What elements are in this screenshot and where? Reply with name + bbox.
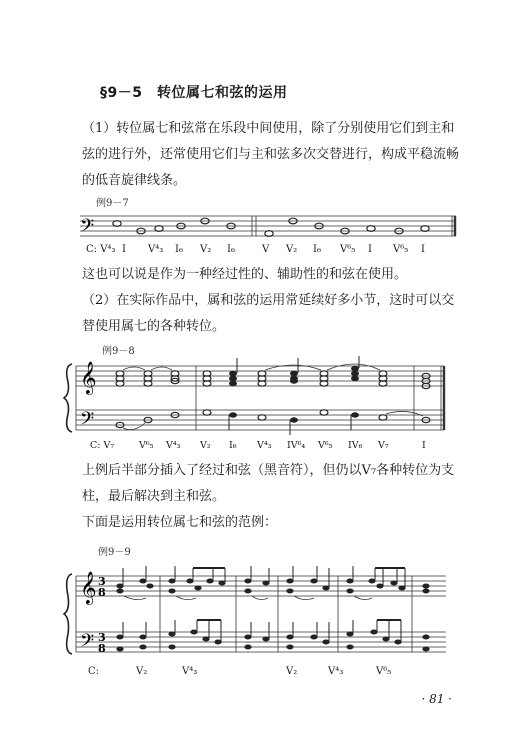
chord-label: V₂: [286, 244, 298, 255]
paragraph-1: （1）转位属七和弦常在乐段中间使用，除了分别使用它们到主和弦的进行外，还常使用它们与主和弦多次交替进行，构成平稳流畅的低音旋律线条。: [82, 121, 460, 188]
chord-label: V₂: [200, 440, 211, 451]
chord-label: V: [262, 244, 270, 255]
bass-clef-icon: 𝄢: [80, 409, 95, 434]
chord-label: V⁶₅: [318, 440, 333, 451]
chord-label: I₆: [227, 244, 235, 255]
chord-label: V₇: [378, 440, 389, 451]
paragraph-4: 上例后半部分插入了经过和弦（黑音符），但仍以V₇各种转位为支柱，最后解决到主和弦。: [82, 463, 455, 504]
example-9-9-score: [0, 560, 512, 688]
brace-icon: [64, 364, 72, 432]
chord-label: V⁶₅: [376, 666, 392, 677]
chord-label: V⁶₅: [393, 244, 409, 255]
svg-text:3: 3: [98, 631, 106, 644]
chord-label: V⁴₃: [328, 666, 344, 677]
brace-icon: [64, 574, 72, 654]
paragraph-2: 这也可以说是作为一种经过性的、辅助性的和弦在使用。: [82, 267, 408, 282]
chord-label: V⁴₃: [257, 440, 272, 451]
chord-label: V⁴₃: [166, 440, 181, 451]
paragraph-3: （2）在实际作品中，属和弦的运用常延续好多小节，这时可以交替使用属七的各种转位。: [82, 293, 455, 334]
chord-label: I₆: [175, 244, 183, 255]
bass-clef-icon: 𝄢: [80, 216, 95, 241]
svg-text:3: 3: [98, 575, 106, 588]
section-title: §9－5 转位属七和弦的运用: [100, 85, 288, 101]
chord-label: C:: [88, 666, 100, 677]
chord-label: IV₆: [348, 440, 363, 451]
treble-clef-icon: 𝄞: [80, 361, 97, 394]
example-9-7-score: [0, 206, 512, 256]
chord-label: I₆: [229, 440, 237, 451]
chord-label: V₂: [200, 244, 212, 255]
chord-label: V⁶₅: [340, 244, 356, 255]
bass-clef-icon: 𝄢: [80, 631, 95, 656]
chord-label: C: V₇: [90, 440, 115, 451]
svg-text:8: 8: [98, 586, 106, 599]
chord-label: I: [368, 244, 372, 255]
example-label-9-9: 例9－9: [98, 547, 131, 558]
page-number: · 81 ·: [421, 692, 452, 706]
chord-label: V⁴₃: [182, 666, 198, 677]
example-label-9-7: 例9－7: [96, 198, 129, 209]
chord-label: I: [422, 440, 426, 451]
example-label-9-8: 例9－8: [102, 346, 135, 357]
chord-label: IV⁶₄: [287, 440, 306, 451]
example-9-8-score: [0, 356, 512, 452]
chord-label: V₂: [136, 666, 148, 677]
chord-label: I: [421, 244, 425, 255]
paragraph-5: 下面是运用转位属七和弦的范例：: [82, 515, 278, 530]
chord-label: I: [122, 244, 126, 255]
chord-label: C: V⁴₃: [86, 244, 116, 255]
chord-label: V⁴₃: [148, 244, 164, 255]
time-signature: [98, 575, 106, 655]
svg-text:8: 8: [98, 642, 106, 655]
chord-label: V⁶₅: [139, 440, 154, 451]
treble-clef-icon: 𝄞: [80, 571, 97, 604]
chord-label: I₆: [313, 244, 321, 255]
chord-label: V₂: [286, 666, 298, 677]
